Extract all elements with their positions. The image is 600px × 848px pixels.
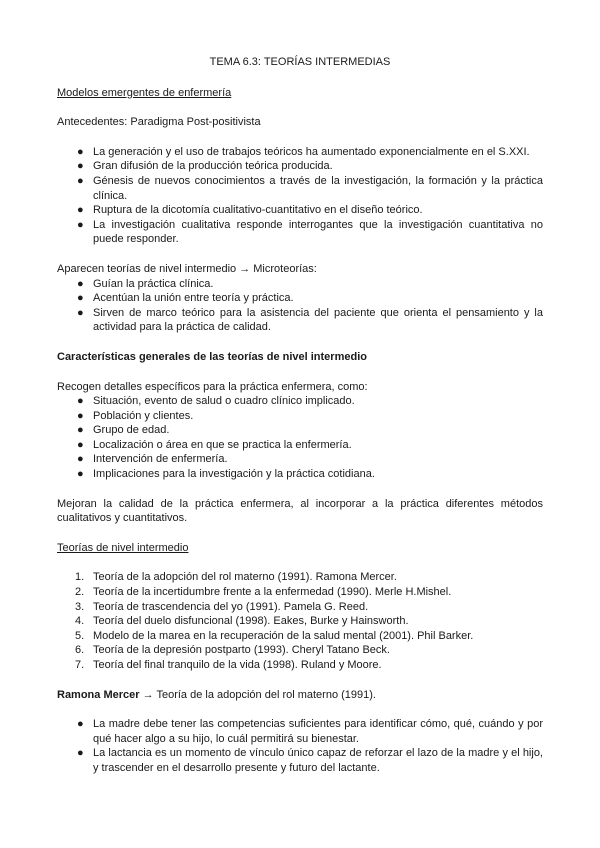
ramona-line: [57, 688, 543, 703]
document-page: [57, 55, 543, 776]
recogen-line: Recogen detalles específicos para la práctica enfermera, como:: [57, 380, 368, 393]
list-item: ● Grupo de edad.: [77, 424, 170, 437]
list-item: ● Guían la práctica clínica.: [77, 277, 214, 290]
ramona-name: Ramona Mercer: [57, 688, 140, 701]
bullet-icon: ●: [77, 468, 84, 481]
bullet-icon: ●: [77, 438, 84, 451]
list-item: ● Situación, evento de salud o cuadro clínico implicado.: [77, 395, 355, 408]
bullet-icon: ●: [77, 306, 84, 319]
aparecen-line: Aparecen teorías de nivel intermedio → Microteorías:: [57, 262, 317, 275]
document-title: TEMA 6.3: TEORÍAS INTERMEDIAS: [209, 56, 391, 68]
microteorias-list: [57, 277, 543, 335]
list-item: ● La madre debe tener las competencias suficientes para identificar cómo, qué, cuándo y por qué hacer algo a su hijo, lo cuál permitirá su bienestar.: [77, 718, 543, 745]
section-heading-teorias: Teorías de nivel intermedio: [57, 541, 189, 554]
bullet-icon: ●: [77, 395, 84, 408]
bullet-icon: ●: [77, 747, 84, 760]
list-item: ● La investigación cualitativa responde interrogantes que la investigación cuantitativa no puede responder.: [77, 218, 543, 246]
list-item: ● Intervención de enfermería.: [77, 453, 228, 466]
bullet-icon: ●: [77, 424, 84, 437]
list-item: ● Génesis de nuevos conocimientos a través de la investigación, la formación y la práctica clínica.: [77, 174, 543, 202]
bullet-icon: ●: [77, 204, 84, 217]
list-item: 3. Teoría de trascendencia del yo (1991). Pamela G. Reed.: [75, 600, 369, 613]
caracteristicas-list: [57, 394, 543, 482]
section-heading-modelos: Modelos emergentes de enfermería: [57, 86, 232, 99]
list-item: ● Gran difusión de la producción teórica producida.: [77, 160, 333, 173]
list-item: ● Localización o área en que se practica la enfermería.: [77, 438, 352, 451]
list-item: ● Sirven de marco teórico para la asistencia del paciente que orienta el pensamiento y la actividad para la práctica de calidad.: [77, 306, 543, 334]
antecedentes-line: Antecedentes: Paradigma Post-positivista: [57, 116, 261, 129]
list-item: ● La lactancia es un momento de vínculo único capaz de reforzar el lazo de la madre y el hijo, y trascender en el desarrollo presente y futuro del lactante.: [77, 747, 543, 774]
bullet-icon: ●: [77, 292, 84, 305]
bullet-icon: ●: [77, 453, 84, 466]
list-item: 6. Teoría de la depresión postparto (1993). Cheryl Tatano Beck.: [75, 644, 390, 657]
mejoran-paragraph: Mejoran la calidad de la práctica enfermera, al incorporar a la práctica diferentes métodos cualitativos y cuantitativos.: [57, 497, 543, 525]
list-item: ● Ruptura de la dicotomía cualitativo-cuantitativo en el diseño teórico.: [77, 204, 423, 217]
section-heading-caracteristicas: Características generales de las teorías de nivel intermedio: [57, 350, 367, 363]
antecedentes-list: [57, 145, 543, 247]
bullet-icon: ●: [77, 718, 84, 731]
list-item: ● La generación y el uso de trabajos teóricos ha aumentado exponencialmente en el S.XXI.: [77, 145, 530, 158]
list-item: ● Implicaciones para la investigación y la práctica cotidiana.: [77, 468, 375, 481]
list-item: 4. Teoría del duelo disfuncional (1998). Eakes, Burke y Hainsworth.: [75, 615, 409, 628]
bullet-icon: ●: [77, 277, 84, 290]
list-item: 1. Teoría de la adopción del rol materno (1991). Ramona Mercer.: [75, 571, 397, 584]
list-item: 2. Teoría de la incertidumbre frente a la enfermedad (1990). Merle H.Mishel.: [75, 586, 452, 599]
list-item: 5. Modelo de la marea en la recuperación de la salud mental (2001). Phil Barker.: [75, 629, 474, 642]
teorias-list: [57, 570, 543, 672]
list-item: ● Población y clientes.: [77, 409, 194, 422]
bullet-icon: ●: [77, 218, 84, 231]
ramona-rest: → Teoría de la adopción del rol materno (1991).: [139, 688, 376, 701]
bullet-icon: ●: [77, 160, 84, 173]
list-item: 7. Teoría del final tranquilo de la vida (1998). Ruland y Moore.: [75, 659, 382, 671]
bullet-icon: ●: [77, 409, 84, 422]
bullet-icon: ●: [77, 174, 84, 187]
bullet-icon: ●: [77, 145, 84, 158]
ramona-list: [57, 717, 543, 775]
list-item: ● Acentúan la unión entre teoría y práctica.: [77, 292, 294, 305]
